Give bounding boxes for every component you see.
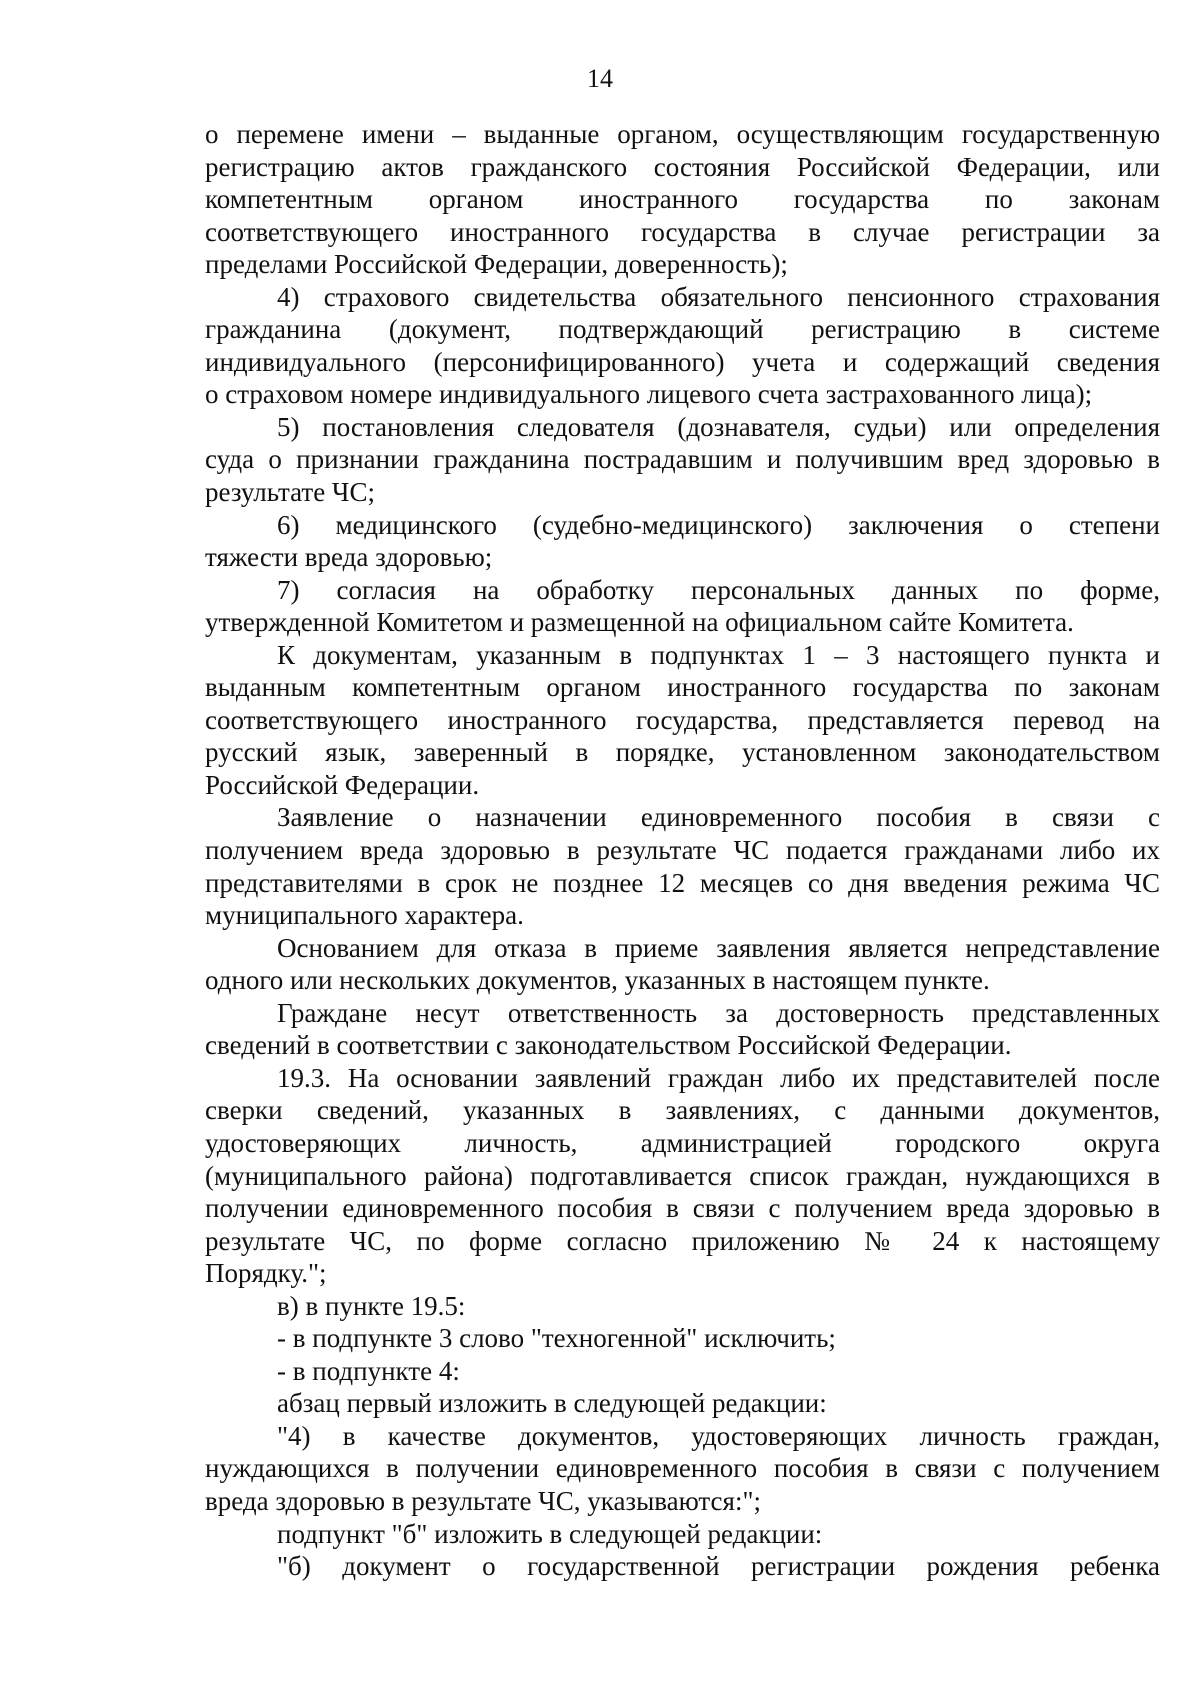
paragraph: [205, 1322, 1160, 1355]
text-line: о страховом номере индивидуального лицевого счета застрахованного лица);: [205, 379, 1093, 410]
paragraph: [205, 281, 1160, 411]
text-line: суда о признании гражданина пострадавшим и получившим вред здоровью в: [205, 444, 1160, 475]
text-line: Российской Федерации.: [205, 769, 480, 800]
text-line: получении единовременного пособия в связи с получением вреда здоровью в: [205, 1193, 1160, 1224]
text-line: (муниципального района) подготавливается список граждан, нуждающихся в: [205, 1160, 1160, 1191]
text-line: пределами Российской Федерации, доверенность);: [205, 249, 788, 280]
text-line: "б) документ о государственной регистрации рождения ребенка: [277, 1551, 1160, 1582]
text-line: в) в пункте 19.5:: [277, 1290, 466, 1321]
text-line: тяжести вреда здоровью;: [205, 542, 493, 573]
text-line: получением вреда здоровью в результате ЧС подается гражданами либо их: [205, 835, 1160, 866]
text-line: сведений в соответствии с законодательством Российской Федерации.: [205, 1030, 1012, 1061]
text-line: Порядку.";: [205, 1258, 327, 1289]
text-line: гражданина (документ, подтверждающий регистрацию в системе: [205, 314, 1160, 345]
text-line: выданным компетентным органом иностранного государства по законам: [205, 672, 1160, 703]
page-number: 14: [587, 64, 613, 93]
paragraph: [205, 1550, 1160, 1583]
text-line: индивидуального (персонифицированного) учета и содержащий сведения: [205, 346, 1160, 377]
paragraph: [205, 932, 1160, 997]
paragraph: [205, 1062, 1160, 1290]
paragraph: [205, 118, 1160, 281]
text-line: утвержденной Комитетом и размещенной на официальном сайте Комитета.: [205, 607, 1074, 638]
text-line: удостоверяющих личность, администрацией городского округа: [205, 1127, 1160, 1158]
text-line: - в подпункте 3 слово "техногенной" исключить;: [277, 1323, 836, 1354]
text-line: 4) страхового свидетельства обязательного пенсионного страхования: [277, 281, 1160, 312]
paragraph: [205, 997, 1160, 1062]
text-line: - в подпункте 4:: [277, 1355, 460, 1386]
text-line: К документам, указанным в подпунктах 1 – 3 настоящего пункта и: [277, 639, 1160, 670]
text-line: одного или нескольких документов, указанных в настоящем пункте.: [205, 965, 990, 996]
text-line: 7) согласия на обработку персональных данных по форме,: [277, 574, 1160, 605]
paragraph: [205, 1420, 1160, 1518]
text-line: нуждающихся в получении единовременного пособия в связи с получением: [205, 1453, 1160, 1484]
text-line: о перемене имени – выданные органом, осуществляющим государственную: [205, 119, 1160, 149]
paragraph: [205, 1518, 1160, 1551]
text-line: регистрацию актов гражданского состояния Российской Федерации, или: [205, 151, 1160, 182]
text-line: абзац первый изложить в следующей редакции:: [277, 1388, 827, 1419]
text-line: вреда здоровью в результате ЧС, указываются:";: [205, 1485, 761, 1516]
paragraph: [205, 1355, 1160, 1388]
text-line: русский язык, заверенный в порядке, установленном законодательством: [205, 737, 1160, 768]
text-line: подпункт "б" изложить в следующей редакции:: [277, 1518, 823, 1549]
text-line: представителями в срок не позднее 12 месяцев со дня введения режима ЧС: [205, 867, 1160, 898]
text-line: муниципального характера.: [205, 900, 524, 931]
paragraph: [205, 574, 1160, 639]
paragraph: [205, 509, 1160, 574]
text-line: 5) постановления следователя (дознавателя, судьи) или определения: [277, 411, 1160, 442]
text-line: соответствующего иностранного государства, представляется перевод на: [205, 704, 1160, 735]
paragraph: [205, 1387, 1160, 1420]
document-body: [205, 118, 1160, 1583]
text-line: результате ЧС, по форме согласно приложению № 24 к настоящему: [205, 1225, 1160, 1256]
text-line: Граждане несут ответственность за достоверность представленных: [277, 997, 1160, 1028]
text-line: соответствующего иностранного государства в случае регистрации за: [205, 216, 1160, 247]
text-line: сверки сведений, указанных в заявлениях, с данными документов,: [205, 1095, 1160, 1126]
paragraph: [205, 1290, 1160, 1323]
paragraph: [205, 639, 1160, 802]
text-line: 6) медицинского (судебно-медицинского) заключения о степени: [277, 509, 1160, 540]
text-line: результате ЧС;: [205, 477, 375, 508]
text-line: Основанием для отказа в приеме заявления является непредставление: [277, 932, 1160, 963]
text-line: Заявление о назначении единовременного пособия в связи с: [277, 802, 1160, 833]
paragraph: [205, 411, 1160, 509]
text-line: компетентным органом иностранного государства по законам: [205, 184, 1160, 215]
text-line: "4) в качестве документов, удостоверяющих личность граждан,: [277, 1420, 1160, 1451]
text-line: 19.3. На основании заявлений граждан либо их представителей после: [277, 1062, 1160, 1093]
paragraph: [205, 801, 1160, 931]
